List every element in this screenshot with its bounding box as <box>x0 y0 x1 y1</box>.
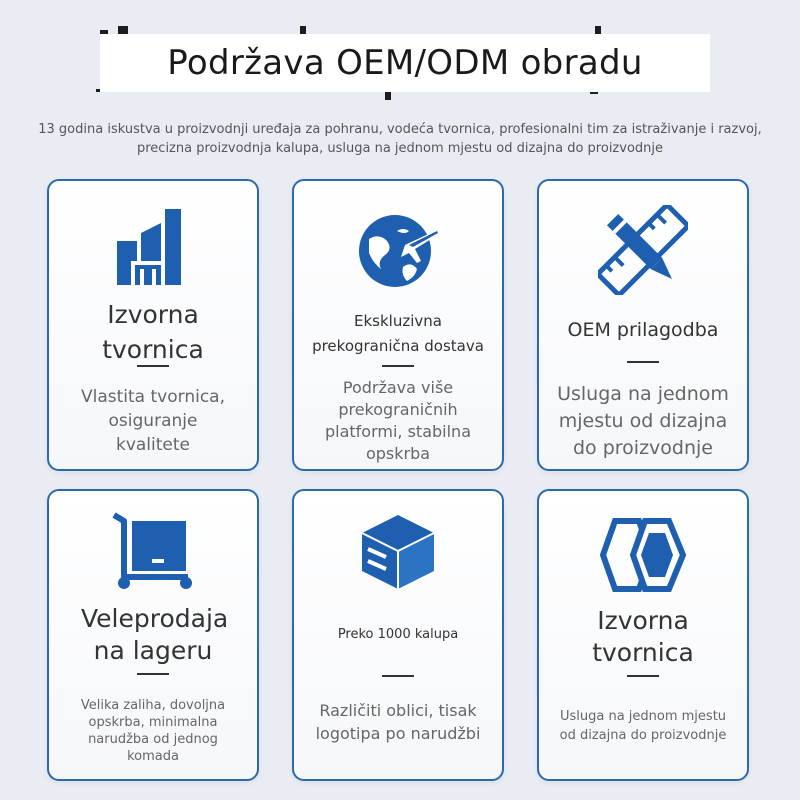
factory-icon <box>113 205 193 285</box>
card-title: Veleprodaja na lageru <box>81 604 229 665</box>
card-description: Podržava više prekograničnih platformi, stabilna opskrba <box>324 378 471 463</box>
feature-card-factory <box>47 179 259 471</box>
card-title: Izvorna tvornica <box>102 300 204 364</box>
card-description: Usluga na jednom mjestu od dizajna do proizvodnje <box>557 383 729 459</box>
intro-text: 13 godina iskustva u proizvodnji uređaja za pohranu, vodeća tvornica, profesionalni tim za istraživanje i razvoj, precizna proizvodnja kalupa, usluga na jednom mjestu od dizajna do proizvodnje <box>38 122 762 156</box>
card-title: Ekskluzivna prekogranična dostava <box>312 312 484 355</box>
feature-card-shipping <box>292 179 504 471</box>
feature-card-molds <box>292 489 504 781</box>
page-title: Podržava OEM/ODM obradu <box>100 34 710 92</box>
hexagons-icon <box>593 517 693 593</box>
feature-card-wholesale <box>47 489 259 781</box>
card-description: Različiti oblici, tisak logotipa po narudžbi <box>315 701 481 743</box>
card-title: Izvorna tvornica <box>592 606 694 667</box>
globe-plane-icon <box>353 209 443 289</box>
card-description: Vlastita tvornica, osiguranje kvalitete <box>81 387 225 455</box>
card-separator <box>382 365 414 367</box>
card-separator <box>137 365 169 367</box>
card-description: Usluga na jednom mjestu od dizajna do proizvodnje <box>559 709 727 743</box>
feature-card-oem <box>537 179 749 471</box>
pencil-ruler-icon <box>598 205 688 295</box>
hand-truck-box-icon <box>108 511 198 591</box>
card-separator <box>137 673 169 675</box>
card-separator <box>627 675 659 677</box>
card-description: Velika zaliha, dovoljna opskrba, minimalna narudžba od jednog komada <box>80 698 226 764</box>
card-separator <box>382 675 414 677</box>
cube-stack-icon <box>358 511 438 591</box>
card-separator <box>627 361 659 363</box>
card-title: Preko 1000 kalupa <box>337 627 459 642</box>
feature-card-factory-2 <box>537 489 749 781</box>
card-title: OEM prilagodba <box>567 319 719 341</box>
